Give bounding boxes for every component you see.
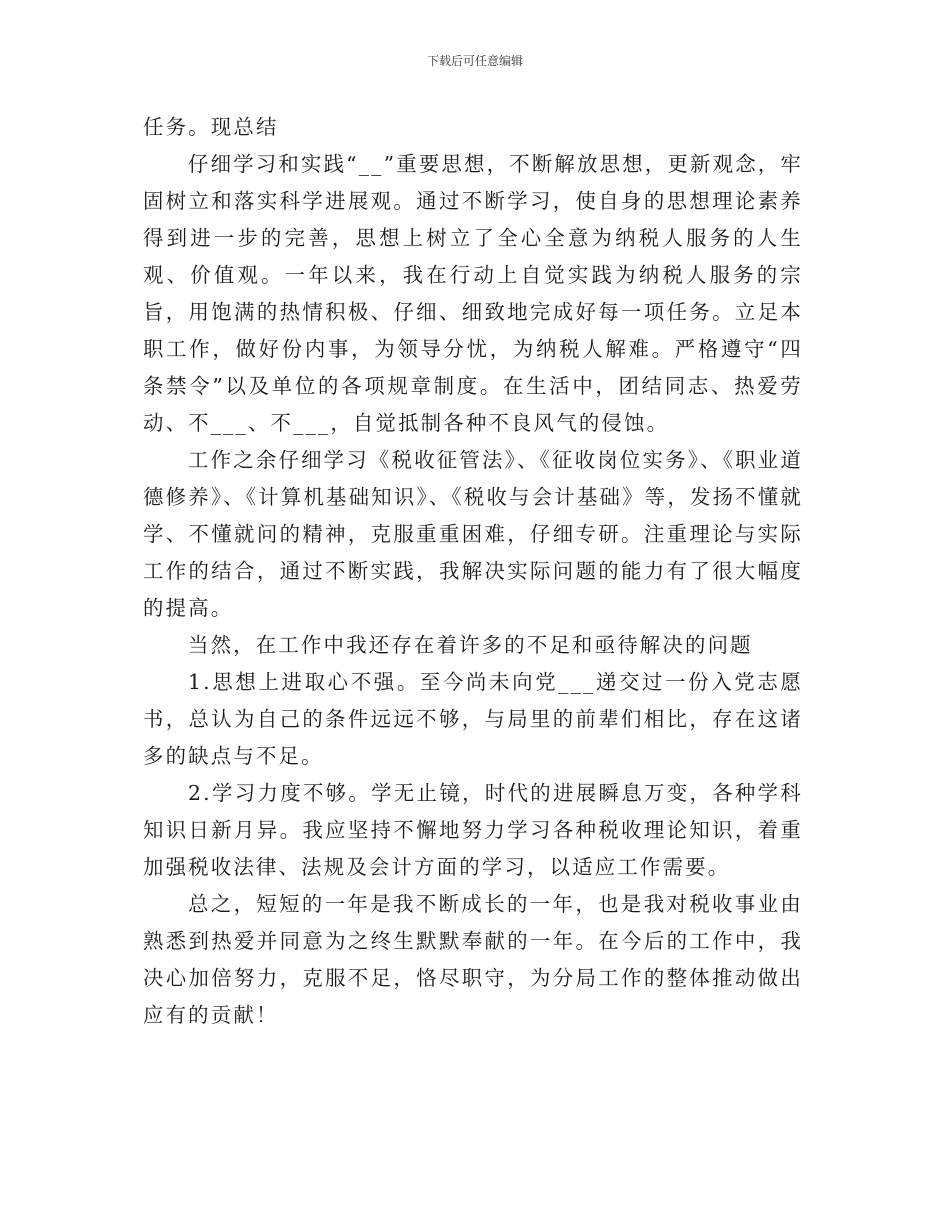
page-header-note: 下载后可任意编辑	[426, 54, 523, 68]
document-body	[143, 109, 803, 1034]
paragraph-5: 1.思想上进取心不强。至今尚未向党___递交过一份入党志愿书，总认为自己的条件远远不够，与局里的前辈们相比，存在这诸多的缺点与不足。	[143, 670, 803, 768]
paragraph-6: 2.学习力度不够。学无止镜，时代的进展瞬息万变，各种学科知识日新月异。我应坚持不懈地努力学习各种税收理论知识，着重加强税收法律、法规及会计方面的学习，以适应工作需要。	[143, 781, 803, 879]
paragraph-3: 工作之余仔细学习《税收征管法》、《征收岗位实务》、《职业道德修养》、《计算机基础知识》、《税收与会计基础》等，发扬不懂就学、不懂就问的精神，克服重重困难，仔细专研。注重理论与实际工作的结合，通过不断实践，我解决实际问题的能力有了很大幅度的提高。	[143, 448, 803, 620]
paragraph-1: 任务。现总结	[143, 115, 279, 139]
paragraph-2: 仔细学习和实践“__”重要思想，不断解放思想，更新观念，牢固树立和落实科学进展观。通过不断学习，使自身的思想理论素养得到进一步的完善，思想上树立了全心全意为纳税人服务的人生观、价值观。一年以来，我在行动上自觉实践为纳税人服务的宗旨，用饱满的热情积极、仔细、细致地完成好每一项任务。立足本职工作，做好份内事，为领导分忧，为纳税人解难。严格遵守“四条禁令”以及单位的各项规章制度。在生活中，团结同志、热爱劳动、不___、不___，自觉抵制各种不良风气的侵蚀。	[143, 152, 803, 435]
paragraph-4: 当然，在工作中我还存在着许多的不足和亟待解决的问题	[188, 633, 753, 657]
paragraph-7: 总之，短短的一年是我不断成长的一年，也是我对税收事业由熟悉到热爱并同意为之终生默默奉献的一年。在今后的工作中，我决心加倍努力，克服不足，恪尽职守，为分局工作的整体推动做出应有的贡献！	[143, 892, 803, 1027]
